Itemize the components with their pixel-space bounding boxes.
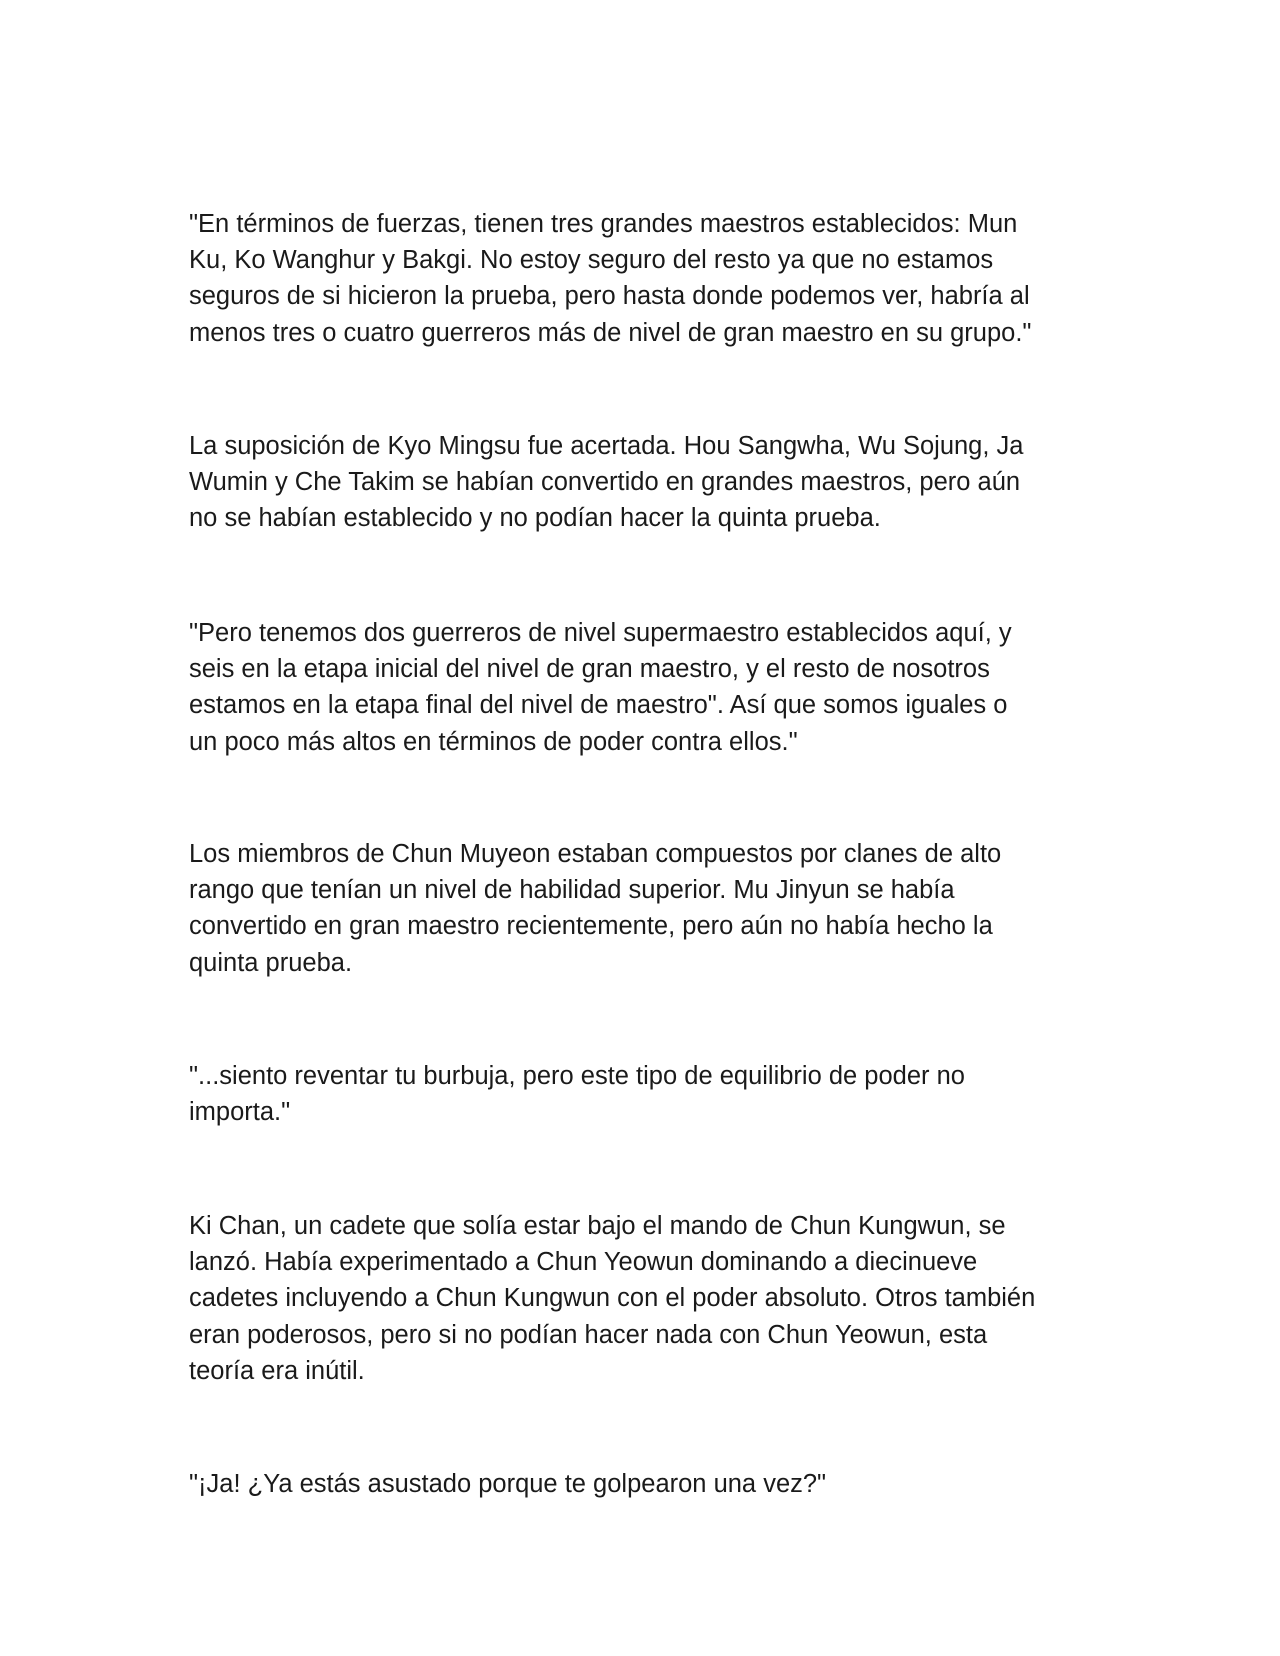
paragraph-2: La suposición de Kyo Mingsu fue acertada. Hou Sangwha, Wu Sojung, Ja Wumin y Che Takim se habían convertido en grandes maestros, pero aún no se habían establecido y no podían hacer la quinta prueba. <box>189 432 1024 533</box>
paragraph-3: "Pero tenemos dos guerreros de nivel supermaestro establecidos aquí, y seis en la etapa inicial del nivel de gran maestro, y el resto de nosotros estamos en la etapa final del nivel de maestro". Así que somos iguales o un poco más altos en términos de poder contra ellos." <box>189 619 1012 756</box>
paragraph-4: Los miembros de Chun Muyeon estaban compuestos por clanes de alto rango que tenían un nivel de habilidad superior. Mu Jinyun se había convertido en gran maestro recientemente, pero aún no había hecho la quinta prueba. <box>189 840 1002 977</box>
paragraph-7: "¡Ja! ¿Ya estás asustado porque te golpearon una vez?" <box>189 1470 827 1498</box>
paragraph-1: "En términos de fuerzas, tienen tres grandes maestros establecidos: Mun Ku, Ko Wanghur y Bakgi. No estoy seguro del resto ya que no estamos seguros de si hicieron la prueba, pero hasta donde podemos ver, habría al menos tres o cuatro guerreros más de nivel de gran maestro en su grupo." <box>189 210 1032 347</box>
paragraph-5: "...siento reventar tu burbuja, pero este tipo de equilibrio de poder no importa." <box>189 1062 965 1127</box>
paragraph-6: Ki Chan, un cadete que solía estar bajo el mando de Chun Kungwun, se lanzó. Había experimentado a Chun Yeowun dominando a diecinueve cadetes incluyendo a Chun Kungwun con el poder absoluto. Otros también eran poderosos, pero si no podían hacer nada con Chun Yeowun, esta teoría era inútil. <box>189 1212 1036 1385</box>
